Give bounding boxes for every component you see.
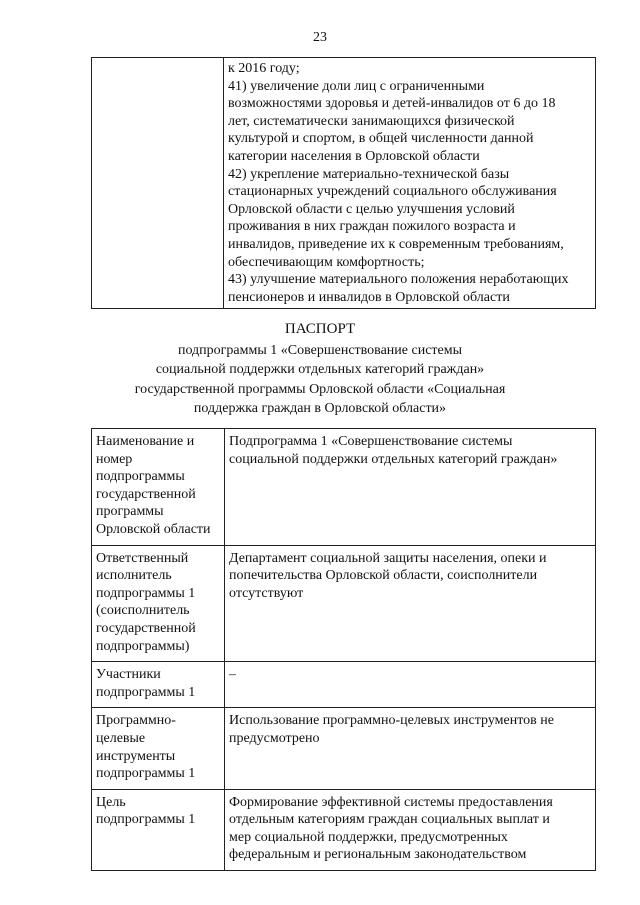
label-line: подпрограммы) [96,638,190,654]
passport-table [91,428,596,871]
label-line: Программно- [96,713,176,729]
label-line: подпрограммы 1 [96,684,196,700]
row-value-cell [225,429,596,546]
row-value-cell [225,662,596,708]
passport-heading: ПАСПОРТ [284,321,356,337]
row-label-cell [92,662,225,708]
passport-subtitle-line: подпрограммы 1 «Совершенствование системы [177,342,463,358]
label-line: инструменты [96,748,176,764]
label-line: исполнитель [96,568,172,584]
value-line: отсутствуют [229,585,304,601]
goals-line: возможностями здоровья и детей-инвалидов от 6 до 18 [228,96,556,112]
label-line: подпрограммы 1 [96,766,196,782]
goals-line: проживания в них граждан пожилого возраста и [228,219,516,235]
value-line: Формирование эффективной системы предоставления [229,794,553,810]
passport-title-block [0,320,640,419]
goals-line: культурой и спортом, в общей численности данной [228,131,534,147]
value-line: Использование программно-целевых инструментов не [229,713,554,729]
goals-cell [224,58,596,309]
row-label-cell [92,545,225,662]
value-line: Подпрограмма 1 «Совершенствование системы [229,434,513,449]
row-label-cell [92,708,225,789]
table-row [92,58,596,309]
goals-line: лет, систематически занимающихся физической [228,113,515,129]
label-line: Орловской области [96,521,211,537]
empty-left-cell [92,58,224,309]
label-line: государственной [96,486,196,502]
goals-line: категории населения в Орловской области [228,148,480,164]
value-line: социальной поддержки отдельных категорий граждан» [229,451,558,467]
value-line: мер социальной поддержки, предусмотренных [229,829,508,845]
table-row [92,708,596,789]
table-row [92,429,596,546]
table-row [92,789,596,870]
label-line: Участники [96,667,161,683]
label-line: государственной [96,620,196,636]
row-label-cell [92,789,225,870]
value-line: – [229,667,236,683]
value-line: отдельным категориям граждан социальных выплат и [229,812,550,828]
label-line: подпрограммы 1 [96,585,196,601]
row-label-cell [92,429,225,546]
goals-line: 42) укрепление материально-технической базы [228,166,510,182]
label-line: (соисполнитель [96,603,190,619]
row-value-cell [225,545,596,662]
label-line: подпрограммы 1 [96,812,196,828]
value-line: попечительства Орловской области, соисполнители [229,568,538,584]
row-value-cell [225,789,596,870]
value-line: Департамент социальной защиты населения, опеки и [229,550,547,566]
goals-line: Орловской области с целью улучшения условий [228,201,515,217]
passport-subtitle-line: поддержка граждан в Орловской области» [193,401,447,416]
goals-line: 43) улучшение материального положения неработающих [228,272,569,288]
label-line: Ответственный [96,550,189,566]
label-line: Цель [96,794,126,810]
label-line: подпрограммы [96,469,185,485]
value-line: федеральным и региональным законодательством [229,847,527,863]
page-number: 23 [313,30,327,45]
continuation-table [91,57,596,309]
table-row [92,545,596,662]
passport-subtitle-line: социальной поддержки отдельных категорий граждан» [155,362,485,377]
label-line: целевые [96,730,146,746]
goals-line: к 2016 году; [228,61,300,76]
row-value-cell [225,708,596,789]
passport-subtitle-line: государственной программы Орловской области «Социальная [134,381,506,397]
goals-line: стационарных учреждений социального обслуживания [228,184,557,200]
label-line: программы [96,504,164,520]
goals-line: пенсионеров и инвалидов в Орловской области [228,289,510,305]
table-row [92,662,596,708]
goals-line: 41) увеличение доли лиц с ограниченными [228,78,485,94]
goals-line: инвалидов, приведение их к современным требованиям, [228,236,564,252]
label-line: номер [96,451,133,467]
goals-line: обеспечивающим комфортность; [228,254,425,270]
value-line: предусмотрено [229,730,320,746]
label-line: Наименование и [96,434,195,449]
